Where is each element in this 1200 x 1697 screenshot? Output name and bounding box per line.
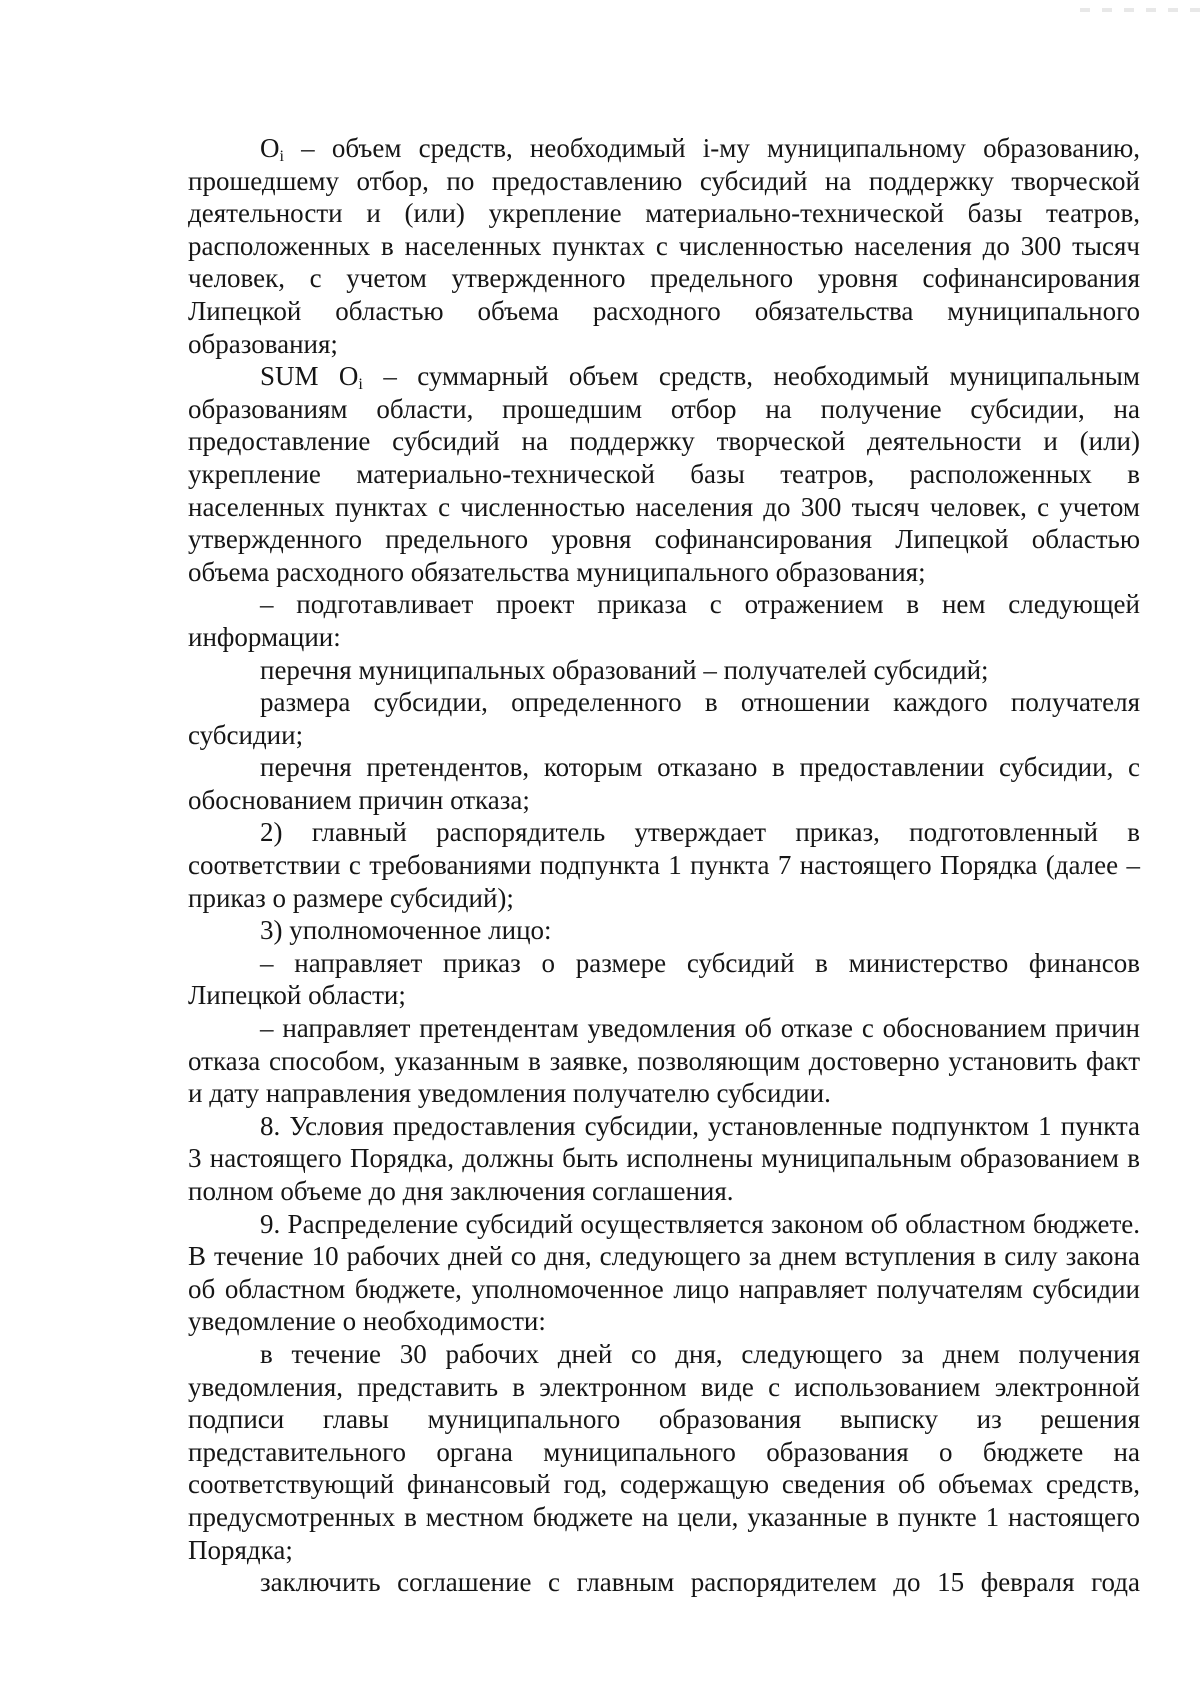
paragraph-send-notices: – направляет претендентам уведомления об отказе с обоснованием причин отказа способом, указанным в заявке, позволяющим достоверно установить факт и дату направления уведомления получателю субсидии. [188,1013,1140,1109]
sum-oi-symbol: SUM O [260,361,359,392]
document-page [188,132,1140,1599]
paragraph-section-8: 8. Условия предоставления субсидии, установленные подпунктом 1 пункта 3 настоящего Порядка, должны быть исполнены муниципальным образованием в полном объеме до дня заключения соглашения. [188,1110,1140,1206]
oi-subscript: i [279,147,284,166]
paragraph-within-30-days: в течение 30 рабочих дней со дня, следующего за днем получения уведомления, представить в электронном виде с использованием электронной подписи главы муниципального образования выписку из решения представительного органа муниципального образования о бюджете на соответствующий финансовый год, содержащую сведения об объемах средств, предусмотренных в местном бюджете на цели, указанные в пункте 1 настоящего Порядка; [188,1338,1140,1565]
oi-symbol: O [260,133,280,163]
paragraph-prepare-order: – подготавливает проект приказа с отражением в нем следующей информации: [188,589,1140,652]
paragraph-sum-oi-definition [188,360,1140,588]
paragraph-item-3: 3) уполномоченное лицо: [260,915,552,946]
scan-artifact [1080,8,1200,12]
paragraph-subsidy-size: размера субсидии, определенного в отношении каждого получателя субсидии; [188,687,1140,750]
oi-definition-text: – объем средств, необходимый i-му муниципальному образованию, прошедшему отбор, по предоставлению субсидий на поддержку творческой деятельности и (или) укрепление материально-технической базы театров, расположенных в населенных пунктах с численностью населения до 300 тысяч человек, с учетом утвержденного предельного уровня софинансирования Липецкой областью объема расходного обязательства муниципального образования; [188,133,1140,359]
paragraph-item-2: 2) главный распорядитель утверждает приказ, подготовленный в соответствии с требованиями подпункта 1 пункта 7 настоящего Порядка (далее – приказ о размере субсидий); [188,817,1140,913]
sum-oi-subscript: i [358,375,363,394]
paragraph-rejected-applicants: перечня претендентов, которым отказано в предоставлении субсидии, с обоснованием причин отказа; [188,752,1140,815]
paragraph-oi-definition [188,132,1140,360]
paragraph-list-municipalities: перечня муниципальных образований – получателей субсидий; [260,654,989,685]
paragraph-send-order: – направляет приказ о размере субсидий в министерство финансов Липецкой области; [188,947,1140,1011]
paragraph-section-9: 9. Распределение субсидий осуществляется законом об областном бюджете. В течение 10 рабочих дней со дня, следующего за днем вступления в силу закона об областном бюджете, уполномоченное лицо направляет получателям субсидии уведомление о необходимости: [188,1208,1140,1337]
paragraph-conclude-agreement: заключить соглашение с главным распорядителем до 15 февраля года [260,1567,1140,1598]
sum-oi-definition-text: – суммарный объем средств, необходимый муниципальным образованиям области, прошедшим отбор на получение субсидии, на предоставление субсидий на поддержку творческой деятельности и (или) укрепление материально-технической базы театров, расположенных в населенных пунктах с численностью населения до 300 тысяч человек, с учетом утвержденного предельного уровня софинансирования Липецкой областью объема расходного обязательства муниципального образования; [188,361,1140,587]
